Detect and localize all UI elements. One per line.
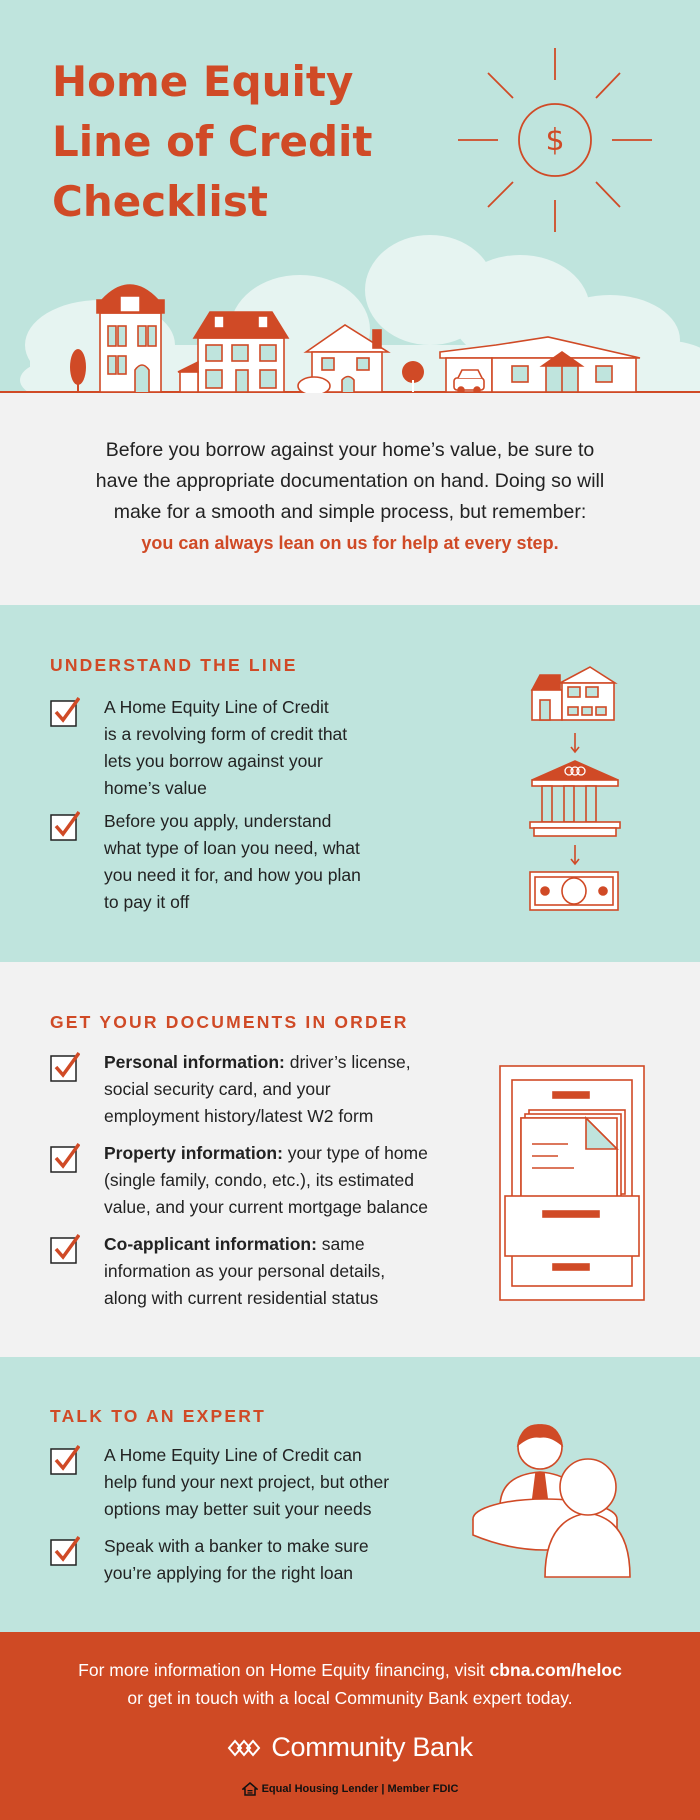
- text-line: information as your personal details,: [104, 1261, 386, 1281]
- section-heading: GET YOUR DOCUMENTS IN ORDER: [50, 1012, 409, 1032]
- checklist-text: [104, 1533, 369, 1587]
- checklist-text: [104, 1442, 389, 1523]
- bank-icon: [530, 761, 620, 836]
- item-first-line: your type of home: [282, 1143, 428, 1163]
- footer-text: [20, 1656, 680, 1712]
- item-label: Property information:: [104, 1143, 283, 1163]
- checkbox-checked-icon: [50, 811, 80, 841]
- text-line: Speak with a banker to make sure: [104, 1536, 369, 1556]
- title-line: Line of Credit: [52, 117, 373, 166]
- item-label: Personal information:: [104, 1052, 285, 1072]
- brand-logo: [0, 1732, 700, 1772]
- checklist-text: [104, 694, 347, 802]
- text-line: value, and your current mortgage balance: [104, 1197, 428, 1217]
- intro-line: Before you borrow against your home’s value, be sure to: [105, 439, 595, 461]
- text-line: Before you apply, understand: [104, 811, 332, 831]
- checkbox-checked-icon: [50, 1234, 80, 1264]
- footer: [0, 1632, 700, 1820]
- text-line: along with current residential status: [104, 1288, 379, 1308]
- hero-banner: [0, 0, 700, 393]
- checkbox-checked-icon: [50, 1143, 80, 1173]
- title-line: Checklist: [52, 177, 268, 226]
- section-talk-to-expert: [0, 1357, 700, 1632]
- section-documents: [0, 962, 700, 1357]
- checkbox-checked-icon: [50, 1536, 80, 1566]
- text-line: you need it for, and how you plan: [104, 865, 361, 885]
- checklist-text: [104, 1231, 385, 1312]
- text-line: (single family, condo, etc.), its estimated: [104, 1170, 414, 1190]
- section-heading: TALK TO AN EXPERT: [50, 1406, 266, 1426]
- checklist-text: [104, 1140, 428, 1221]
- text-line: [104, 1140, 428, 1167]
- text-line: social security card, and your: [104, 1079, 331, 1099]
- legal-text: Equal Housing Lender | Member FDIC: [261, 1783, 459, 1795]
- community-bank-logo-icon: [227, 1737, 263, 1759]
- checklist-text: [104, 1049, 411, 1130]
- equal-housing-icon: [242, 1782, 258, 1796]
- text-line: you’re applying for the right loan: [104, 1563, 354, 1583]
- footer-line: or get in touch with a local Community Bank expert today.: [127, 1688, 573, 1708]
- text-line: home’s value: [104, 778, 207, 798]
- brand-name: Community Bank: [271, 1732, 473, 1762]
- intro-section: [0, 393, 700, 605]
- footer-line: For more information on Home Equity financing, visit: [78, 1660, 490, 1680]
- item-first-line: same: [316, 1234, 365, 1254]
- cash-icon: [530, 872, 618, 910]
- checkbox-checked-icon: [50, 1052, 80, 1082]
- text-line: employment history/latest W2 form: [104, 1106, 374, 1126]
- checkbox-checked-icon: [50, 697, 80, 727]
- text-line: options may better suit your needs: [104, 1499, 372, 1519]
- website-link[interactable]: cbna.com/heloc: [489, 1660, 622, 1680]
- checkbox-checked-icon: [50, 1445, 80, 1475]
- text-line: A Home Equity Line of Credit can: [104, 1445, 362, 1465]
- intro-line: have the appropriate documentation on hand. Doing so will: [95, 470, 605, 492]
- sun-symbol: $: [545, 123, 565, 158]
- text-line: what type of loan you need, what: [104, 838, 360, 858]
- checklist-text: [104, 808, 361, 916]
- text-line: to pay it off: [104, 892, 190, 912]
- page-title: [52, 52, 392, 232]
- intro-paragraph: [60, 435, 640, 559]
- item-first-line: driver’s license,: [284, 1052, 411, 1072]
- section-heading: UNDERSTAND THE LINE: [50, 655, 298, 675]
- title-line: Home Equity: [52, 57, 354, 106]
- section-understand-the-line: [0, 605, 700, 962]
- text-line: help fund your next project, but other: [104, 1472, 390, 1492]
- text-line: [104, 1049, 411, 1076]
- text-line: lets you borrow against your: [104, 751, 323, 771]
- legal-line: [0, 1782, 700, 1799]
- text-line: A Home Equity Line of Credit: [104, 697, 329, 717]
- house-bank-cash-illustration: [520, 655, 630, 915]
- filing-cabinet-icon: [498, 1064, 648, 1304]
- intro-emphasis: you can always lean on us for help at every step.: [141, 533, 559, 553]
- house-icon: [532, 667, 615, 720]
- text-line: [104, 1231, 385, 1258]
- text-line: is a revolving form of credit that: [104, 724, 348, 744]
- item-label: Co-applicant information:: [104, 1234, 317, 1254]
- intro-line: make for a smooth and simple process, but remember:: [113, 501, 587, 523]
- banker-meeting-icon: [470, 1407, 655, 1587]
